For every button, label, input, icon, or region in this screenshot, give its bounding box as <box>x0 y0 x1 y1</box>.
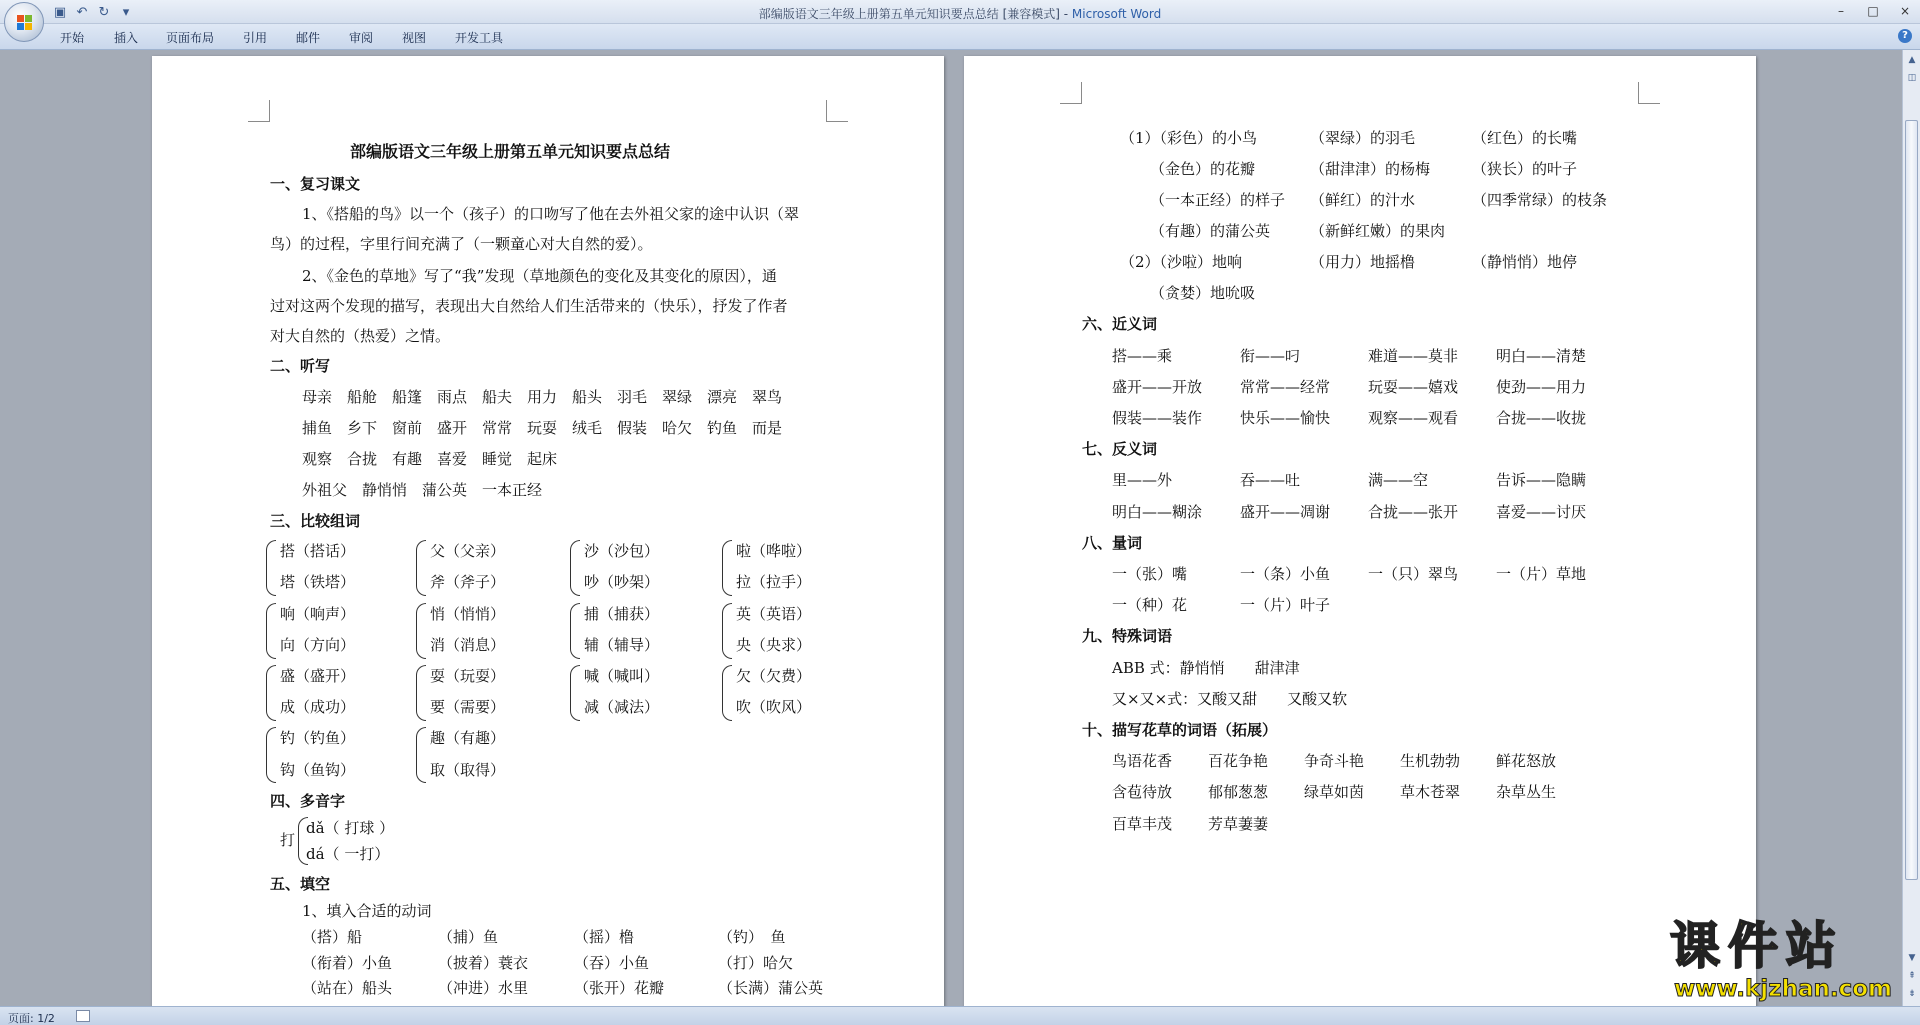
text-line: 钓（钓鱼） <box>280 729 356 747</box>
next-page-icon[interactable]: ⇟ <box>1908 989 1916 999</box>
text-line: 喊（喊叫） <box>584 667 660 685</box>
text-line: 难道——莫非 <box>1368 347 1459 365</box>
text-line: （衔着）小鱼 <box>302 954 393 972</box>
text-line: 盛（盛开） <box>280 667 356 685</box>
text-line: 合拢——张开 <box>1368 503 1459 521</box>
previous-page-icon[interactable]: ⇞ <box>1908 971 1916 981</box>
text-line: （搭）船 <box>302 928 363 946</box>
text-line: 1、《搭船的鸟》以一个（孩子）的口吻写了他在去外祖父家的途中认识（翠 <box>302 205 800 223</box>
text-line: （摇）橹 <box>574 928 635 946</box>
text-line: 拉（拉手） <box>736 573 812 591</box>
watermark-text: 课件站 <box>1670 917 1844 975</box>
maximize-button[interactable]: □ <box>1867 4 1879 18</box>
text-line: ABB 式：静悄悄 甜津津 <box>1112 659 1300 677</box>
text-line: 母亲 船舱 船篷 雨点 船夫 用力 船头 羽毛 翠绿 漂亮 翠鸟 <box>302 388 783 406</box>
text-line: 生机勃勃 <box>1400 752 1461 770</box>
text-line: 明白——糊涂 <box>1112 503 1203 521</box>
section-heading: 七、反义词 <box>1082 440 1158 458</box>
brace-mark <box>722 603 732 659</box>
text-line: 悄（悄悄） <box>430 605 506 623</box>
app-name: Microsoft Word <box>1071 7 1162 21</box>
document-page-2[interactable] <box>964 56 1756 1006</box>
text-line: （打）哈欠 <box>718 954 794 972</box>
section-heading: 四、多音字 <box>270 792 346 810</box>
brace-mark <box>266 603 276 659</box>
text-line: 百草丰茂 <box>1112 815 1173 833</box>
brace-mark <box>570 665 580 721</box>
section-heading: 六、近义词 <box>1082 315 1158 333</box>
text-line: 捕（捕获） <box>584 605 660 623</box>
text-line: （新鲜红嫩）的果肉 <box>1310 222 1446 240</box>
text-line: （长满）蒲公英 <box>718 979 824 997</box>
brace-mark <box>416 665 426 721</box>
section-heading: 八、量词 <box>1082 534 1143 552</box>
text-line: 杂草丛生 <box>1496 783 1557 801</box>
text-line: 外祖父 静悄悄 蒲公英 一本正经 <box>302 481 543 499</box>
text-line: （冲进）水里 <box>438 979 529 997</box>
text-line: 观察 合拢 有趣 喜爱 睡觉 起床 <box>302 450 558 468</box>
text-line: 郁郁葱葱 <box>1208 783 1269 801</box>
text-line: 英（英语） <box>736 605 812 623</box>
section-heading: 三、比较组词 <box>270 512 361 530</box>
text-line: 2、《金色的草地》写了“我”发现（草地颜色的变化及其变化的原因），通 <box>302 267 777 285</box>
text-line: 过对这两个发现的描写，表现出大自然给人们生活带来的（快乐），抒发了作者 <box>270 297 788 315</box>
scrollbar-thumb[interactable] <box>1905 120 1918 880</box>
section-heading: 五、填空 <box>270 875 331 893</box>
text-line: 央（央求） <box>736 636 812 654</box>
brace-mark <box>416 727 426 783</box>
proofing-icon[interactable] <box>76 1010 90 1022</box>
text-line: （张开）花瓣 <box>574 979 665 997</box>
text-line: 衔——叼 <box>1240 347 1301 365</box>
brace-mark <box>722 665 732 721</box>
tab-review[interactable]: 审阅 <box>349 31 374 45</box>
text-line: 吵（吵架） <box>584 573 660 591</box>
text-line: （站在）船头 <box>302 979 393 997</box>
margin-corner-mark <box>1060 82 1082 104</box>
text-line: 减（减法） <box>584 698 660 716</box>
window-title <box>0 5 1920 22</box>
watermark-logo <box>1662 918 1920 1006</box>
help-icon[interactable]: ? <box>1898 29 1912 43</box>
minimize-button[interactable]: – <box>1838 4 1844 18</box>
office-logo-icon <box>17 15 33 31</box>
margin-corner-mark <box>248 100 270 122</box>
customize-toolbar-icon[interactable]: ▾ <box>122 4 130 20</box>
scroll-down-icon[interactable]: ▼ <box>1908 953 1916 963</box>
text-line: 里——外 <box>1112 471 1173 489</box>
text-line: dá（ 一打） <box>306 845 390 863</box>
text-line: （鲜红）的汁水 <box>1310 191 1416 209</box>
text-line: （狭长）的叶子 <box>1472 160 1578 178</box>
text-line: 告诉——隐瞒 <box>1496 471 1587 489</box>
text-line: 争奇斗艳 <box>1304 752 1365 770</box>
status-bar <box>0 1006 1920 1025</box>
vertical-scrollbar[interactable] <box>1902 50 1920 1006</box>
text-line: 盛开——开放 <box>1112 378 1203 396</box>
brace-mark <box>722 540 732 596</box>
tab-mailings[interactable]: 邮件 <box>296 31 321 45</box>
text-line: 趣（有趣） <box>430 729 506 747</box>
document-title: 部编版语文三年级上册第五单元知识要点总结 [兼容模式] - <box>758 7 1072 21</box>
text-line: （四季常绿）的枝条 <box>1472 191 1608 209</box>
text-line: 耍（玩耍） <box>430 667 506 685</box>
tab-page-layout[interactable]: 页面布局 <box>166 31 215 45</box>
text-line: （披着）蓑衣 <box>438 954 529 972</box>
text-line: （钓） 鱼 <box>718 928 786 946</box>
text-line: 取（取得） <box>430 761 506 779</box>
text-line: 啦（哗啦） <box>736 542 812 560</box>
brace-mark <box>266 665 276 721</box>
text-line: 一（只）翠鸟 <box>1368 565 1459 583</box>
brace-mark <box>266 727 276 783</box>
text-line: 常常——经常 <box>1240 378 1331 396</box>
tab-references[interactable]: 引用 <box>243 31 268 45</box>
text-line: 一（种）花 <box>1112 596 1188 614</box>
text-line: （翠绿）的羽毛 <box>1310 129 1416 147</box>
text-line: 沙（沙包） <box>584 542 660 560</box>
brace-mark <box>266 540 276 596</box>
title-bar <box>0 0 1920 24</box>
redo-icon[interactable]: ↻ <box>98 4 110 20</box>
text-line: 草木苍翠 <box>1400 783 1461 801</box>
text-line: 一（张）嘴 <box>1112 565 1188 583</box>
section-heading: 九、特殊词语 <box>1082 627 1173 645</box>
text-line: 明白——清楚 <box>1496 347 1587 365</box>
text-line: 响（响声） <box>280 605 356 623</box>
text-line: 吞——吐 <box>1240 471 1301 489</box>
window-controls <box>1832 2 1914 20</box>
text-line: （捕）鱼 <box>438 928 499 946</box>
text-line: 吹（吹风） <box>736 698 812 716</box>
text-line: （贪婪）地吮吸 <box>1150 284 1256 302</box>
text-line: 对大自然的（热爱）之情。 <box>270 327 451 345</box>
tab-home[interactable]: 开始 <box>60 31 85 45</box>
section-heading: 一、复习课文 <box>270 175 361 193</box>
text-line: 玩耍——嬉戏 <box>1368 378 1459 396</box>
text-line: （1）（彩色）的小鸟 <box>1120 129 1258 147</box>
text-line: 钩（鱼钩） <box>280 761 356 779</box>
text-line: （甜津津）的杨梅 <box>1310 160 1431 178</box>
text-line: （吞）小鱼 <box>574 954 650 972</box>
text-line: （金色）的花瓣 <box>1150 160 1256 178</box>
close-button[interactable]: × <box>1899 4 1911 18</box>
text-line: 向（方向） <box>280 636 356 654</box>
text-line: 含苞待放 <box>1112 783 1173 801</box>
text-line: dǎ（ 打球 ） <box>306 819 395 837</box>
text-line: 鸟）的过程，字里行间充满了（一颗童心对大自然的爱）。 <box>270 235 653 253</box>
text-line: （红色）的长嘴 <box>1472 129 1578 147</box>
text-line: 观察——观看 <box>1368 409 1459 427</box>
margin-corner-mark <box>826 100 848 122</box>
text-line: 喜爱——讨厌 <box>1496 503 1587 521</box>
document-page-1[interactable] <box>152 56 944 1006</box>
text-line: 绿草如茵 <box>1304 783 1365 801</box>
section-heading: 部编版语文三年级上册第五单元知识要点总结 <box>350 142 671 161</box>
text-line: 塔（铁塔） <box>280 573 356 591</box>
text-line: 芳草萋萋 <box>1208 815 1269 833</box>
text-line: 搭——乘 <box>1112 347 1173 365</box>
text-line: 父（父亲） <box>430 542 506 560</box>
text-line: 捕鱼 乡下 窗前 盛开 常常 玩耍 绒毛 假装 哈欠 钓鱼 而是 <box>302 419 783 437</box>
margin-corner-mark <box>1638 82 1660 104</box>
text-line: （有趣）的蒲公英 <box>1150 222 1271 240</box>
text-line: 搭（搭话） <box>280 542 356 560</box>
page-indicator[interactable]: 页面: 1/2 <box>8 1012 55 1025</box>
text-line: （静悄悄）地停 <box>1472 253 1578 271</box>
tab-developer[interactable]: 开发工具 <box>455 31 504 45</box>
tab-view[interactable]: 视图 <box>402 31 427 45</box>
brace-mark <box>570 540 580 596</box>
text-line: 要（需要） <box>430 698 506 716</box>
text-line: 百花争艳 <box>1208 752 1269 770</box>
brace-mark <box>416 540 426 596</box>
brace-mark <box>570 603 580 659</box>
text-line: 一（片）草地 <box>1496 565 1587 583</box>
text-line: 1、填入合适的动词 <box>302 902 432 920</box>
text-line: 欠（欠费） <box>736 667 812 685</box>
text-line: 打 <box>280 831 296 849</box>
office-button[interactable] <box>4 2 44 42</box>
ribbon-tab-bar <box>0 24 1920 50</box>
text-line: （一本正经）的样子 <box>1150 191 1286 209</box>
brace-mark <box>416 603 426 659</box>
text-line: 满——空 <box>1368 471 1429 489</box>
text-line: 斧（斧子） <box>430 573 506 591</box>
text-line: 鲜花怒放 <box>1496 752 1557 770</box>
text-line: 一（条）小鱼 <box>1240 565 1331 583</box>
text-line: 假装——装作 <box>1112 409 1203 427</box>
text-line: （用力）地摇橹 <box>1310 253 1416 271</box>
undo-icon[interactable]: ↶ <box>76 4 88 20</box>
text-line: 成（成功） <box>280 698 356 716</box>
text-line: 快乐——愉快 <box>1240 409 1331 427</box>
scroll-up-icon[interactable]: ▲ <box>1908 55 1916 65</box>
text-line: 合拢——收拢 <box>1496 409 1587 427</box>
text-line: 鸟语花香 <box>1112 752 1173 770</box>
section-heading: 二、听写 <box>270 357 331 375</box>
tab-insert[interactable]: 插入 <box>114 31 139 45</box>
text-line: 一（片）叶子 <box>1240 596 1331 614</box>
watermark-url: www.kjzhan.com <box>1674 976 1892 1002</box>
ruler-toggle-icon[interactable]: ◫ <box>1907 73 1917 83</box>
text-line: （2）（沙啦）地响 <box>1120 253 1243 271</box>
text-line: 消（消息） <box>430 636 506 654</box>
section-heading: 十、描写花草的词语（拓展） <box>1082 721 1278 739</box>
document-workspace <box>0 50 1902 1006</box>
text-line: 盛开——凋谢 <box>1240 503 1331 521</box>
text-line: 使劲——用力 <box>1496 378 1587 396</box>
save-icon[interactable]: ▣ <box>53 4 67 20</box>
text-line: 辅（辅导） <box>584 636 660 654</box>
text-line: 又×又×式：又酸又甜 又酸又软 <box>1112 690 1348 708</box>
